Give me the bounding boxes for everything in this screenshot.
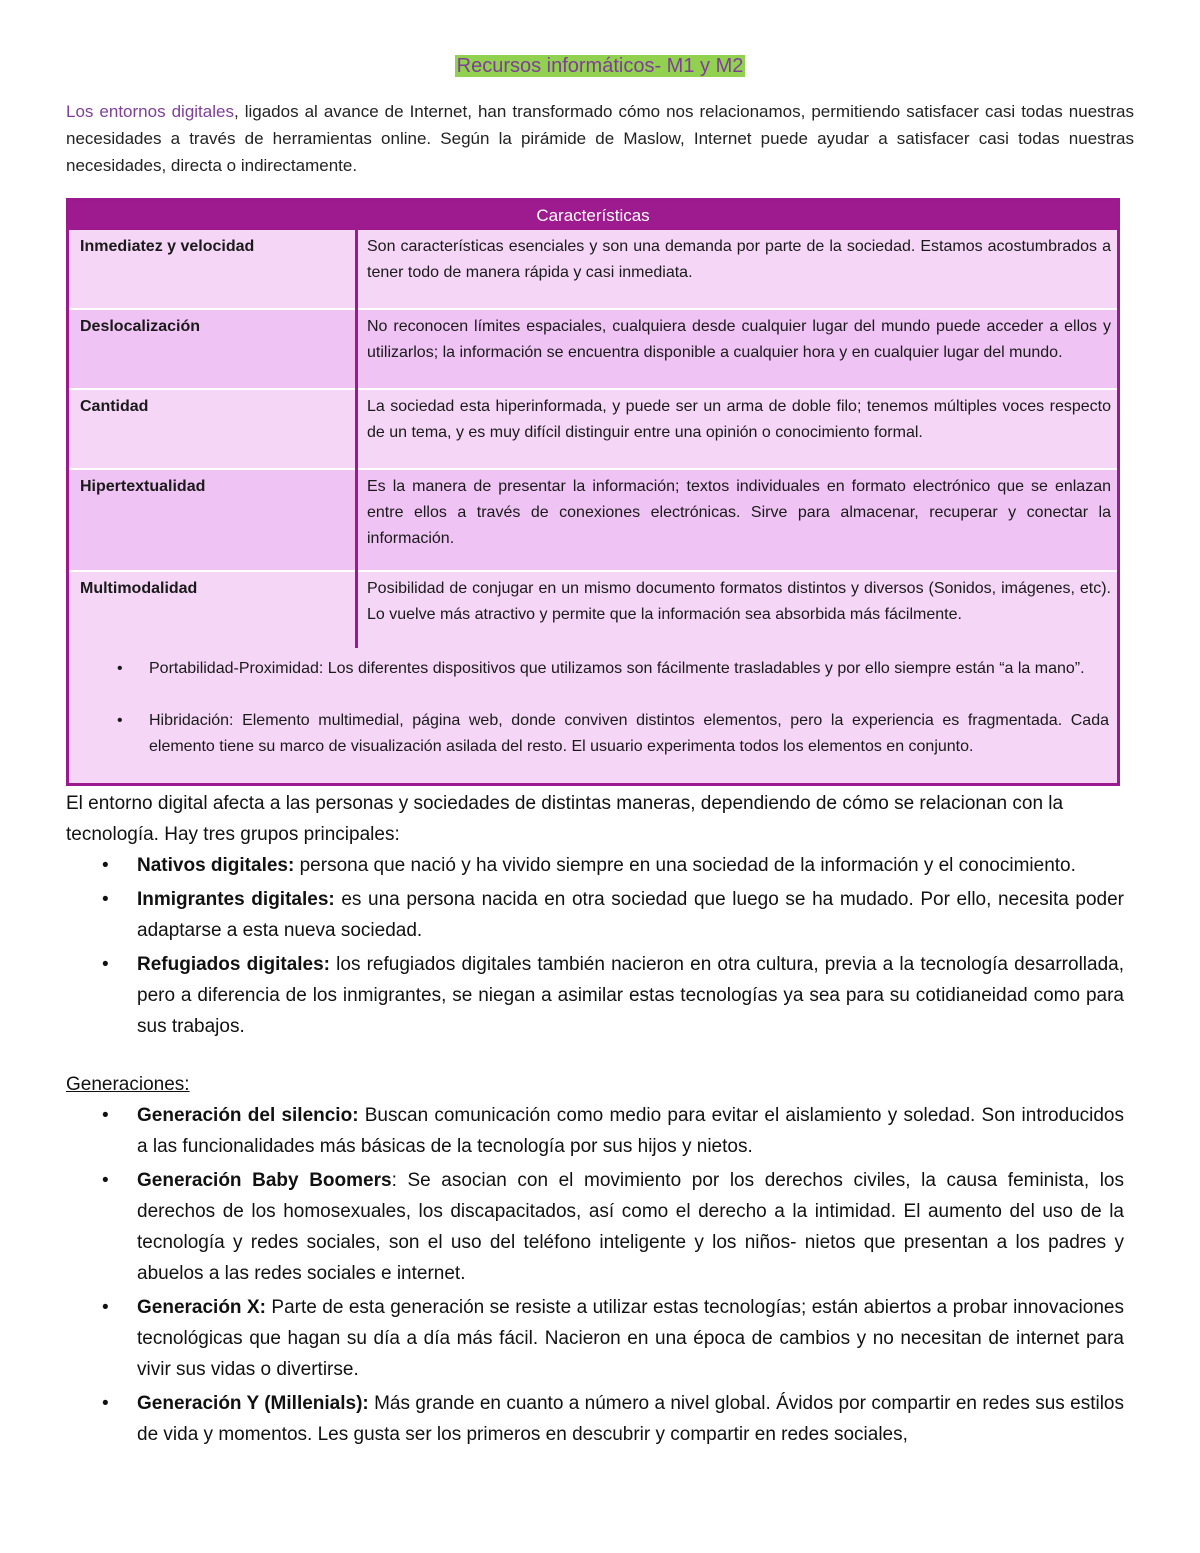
list-item-term: Generación del silencio: <box>137 1105 359 1126</box>
table-row <box>69 390 1117 468</box>
bullet-icon: • <box>117 712 123 729</box>
row-desc: Son características esenciales y son una demanda por parte de la sociedad. Estamos acostumbrados a tener todo de manera rápida y casi inmediata. <box>367 238 1111 281</box>
bullet-icon: • <box>102 954 109 975</box>
list-item <box>66 1100 1134 1162</box>
list-item-term: Generación Baby Boomers <box>137 1170 392 1191</box>
bullet-icon: • <box>102 1393 109 1414</box>
list-item <box>66 1388 1134 1450</box>
generations-list <box>66 1100 1134 1453</box>
bullet-icon: • <box>102 1297 109 1318</box>
bullet-icon: • <box>102 1105 109 1126</box>
row-label: Hipertextualidad <box>80 478 206 495</box>
intro-text: , ligados al avance de Internet, han transformado cómo nos relacionamos, permitiendo satisfacer casi todas nuestras necesidades a través de herramientas online. Según la pirámide de Maslow, Internet puede ayudar a satisfacer casi todas nuestras necesidades, directa o indirectamente. <box>66 102 1134 175</box>
groups-intro-paragraph: El entorno digital afecta a las personas y sociedades de distintas maneras, dependiendo de cómo se relacionan con la tecnología. Hay tres grupos principales: <box>66 793 1064 845</box>
list-item-text: Más grande en cuanto a número a nivel global. Ávidos por compartir en redes sus estilos de vida y momentos. Les gusta ser los primeros en descubrir y compartir en redes sociales, <box>137 1393 1125 1445</box>
page-title <box>0 52 1200 80</box>
row-desc: La sociedad esta hiperinformada, y puede ser un arma de doble filo; tenemos múltiples voces respecto de un tema, y es muy difícil distinguir entre una opinión o conocimiento formal. <box>367 398 1111 441</box>
list-item-text: los refugiados digitales también nacieron en otra cultura, previa a la tecnología desarrollada, pero a diferencia de los inmigrantes, se niegan a asimilar estas tecnologías ya sea para su cotidianeidad como para sus trabajos. <box>137 954 1124 1037</box>
bullet-icon: • <box>117 660 123 677</box>
list-item <box>66 1165 1134 1289</box>
row-label: Multimodalidad <box>80 580 198 597</box>
list-item-text: persona que nació y ha vivido siempre en una sociedad de la información y el conocimiento. <box>294 855 1076 876</box>
list-item <box>117 656 1109 682</box>
list-item <box>66 1292 1134 1385</box>
generations-heading: Generaciones: <box>66 1074 190 1095</box>
table-row <box>69 310 1117 388</box>
list-item-term: Inmigrantes digitales: <box>137 889 335 910</box>
list-item-text: Hibridación: Elemento multimedial, página web, donde conviven distintos elementos, pero la experiencia es fragmentada. Cada elemento tiene su marco de visualización asilada del resto. El usuario experimenta todos los elementos en conjunto. <box>149 712 1109 755</box>
list-item-text: : Se asocian con el movimiento por los derechos civiles, la causa feminista, los derechos de los homosexuales, los discapacitados, así como el derecho a la intimidad. El aumento del uso de la tecnología y redes sociales, son el uso del teléfono inteligente y los niños- nietos que presentan a los padres y abuelos a las redes sociales e internet. <box>137 1170 1124 1284</box>
list-item <box>66 884 1134 946</box>
row-desc: Es la manera de presentar la información; textos individuales en formato electrónico que se enlazan entre ellos a través de conexiones electrónicas. Sirve para almacenar, recuperar y conectar la información. <box>367 478 1111 547</box>
column-divider <box>355 230 358 648</box>
groups-list <box>66 850 1134 1045</box>
bullet-icon: • <box>102 855 109 876</box>
row-label: Inmediatez y velocidad <box>80 238 255 255</box>
list-item-term: Nativos digitales: <box>137 855 295 876</box>
list-item-text: Buscan comunicación como medio para evitar el aislamiento y soledad. Son introducidos a las funcionalidades más básicas de la tecnología por sus hijos y nietos. <box>137 1105 1125 1157</box>
characteristics-table <box>66 198 1120 786</box>
intro-highlight: Los entornos digitales <box>66 102 234 121</box>
title-text: Recursos informáticos- M1 y M2 <box>456 55 744 77</box>
table-row <box>69 230 1117 308</box>
list-item <box>66 949 1134 1042</box>
row-desc: No reconocen límites espaciales, cualquiera desde cualquier lugar del mundo puede acceder a ellos y utilizarlos; la información se encuentra disponible a cualquier hora y en cualquier lugar del mundo. <box>367 318 1111 361</box>
list-item-term: Generación Y (Millenials): <box>137 1393 369 1414</box>
table-row <box>69 572 1117 652</box>
row-label: Cantidad <box>80 398 149 415</box>
list-item-text: Parte de esta generación se resiste a utilizar estas tecnologías; están abiertos a probar innovaciones tecnológicas que hagan su día a día más fácil. Nacieron en una época de cambios y no necesitan de internet para vivir sus vidas o divertirse. <box>137 1297 1124 1380</box>
list-item-term: Generación X: <box>137 1297 266 1318</box>
table-header: Características <box>69 201 1117 230</box>
list-item-text: es una persona nacida en otra sociedad que luego se ha mudado. Por ello, necesita poder adaptarse a esta nueva sociedad. <box>137 889 1124 941</box>
row-label: Deslocalización <box>80 318 201 335</box>
bullet-icon: • <box>102 889 109 910</box>
list-item <box>117 708 1109 760</box>
row-desc: Posibilidad de conjugar en un mismo documento formatos distintos y diversos (Sonidos, imágenes, etc). Lo vuelve más atractivo y permite que la información sea absorbida más fácilmente. <box>367 580 1111 623</box>
intro-paragraph <box>66 98 1134 179</box>
table-row <box>69 470 1117 570</box>
list-item-text: Portabilidad-Proximidad: Los diferentes dispositivos que utilizamos son fácilmente trasladables y por ello siempre están “a la mano”. <box>149 660 1085 677</box>
list-item-term: Refugiados digitales: <box>137 954 331 975</box>
bullet-icon: • <box>102 1170 109 1191</box>
list-item <box>66 850 1134 881</box>
